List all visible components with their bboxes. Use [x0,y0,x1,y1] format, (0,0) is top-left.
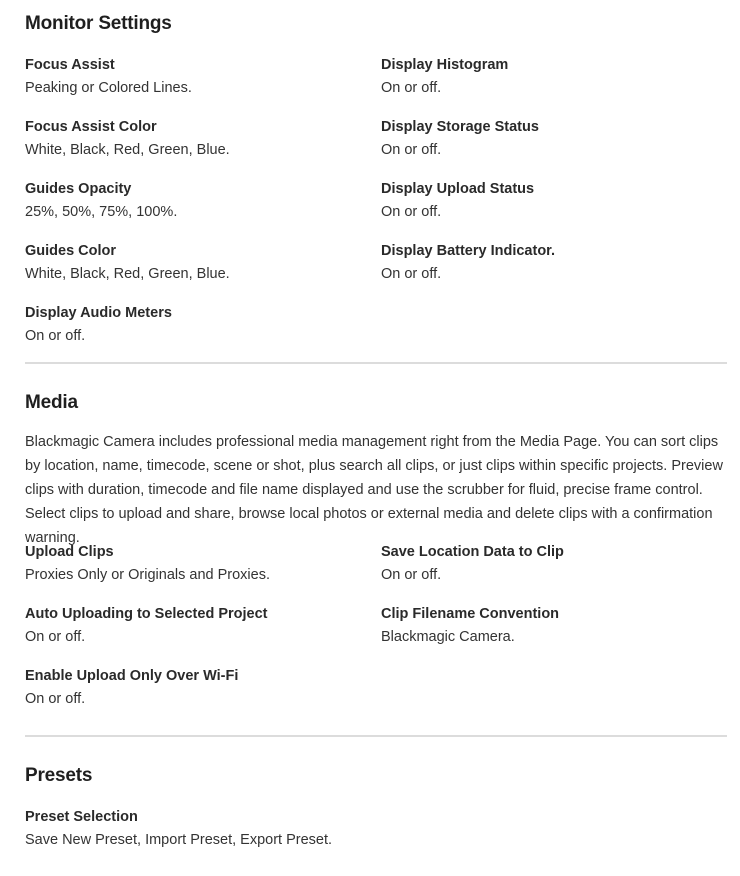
media-settings-grid [25,541,727,711]
monitor-settings-grid [25,54,727,348]
setting-label: Guides Opacity [25,181,132,197]
setting-value: On or off. [381,266,442,282]
setting-label: Guides Color [25,243,117,259]
setting-label: Save Location Data to Clip [381,544,564,560]
setting-display-battery-indicator [381,240,727,286]
setting-guides-opacity [25,178,381,224]
setting-label: Focus Assist Color [25,119,157,135]
setting-value: On or off. [381,142,442,158]
setting-value: White, Black, Red, Green, Blue. [25,142,230,158]
setting-upload-over-wifi [25,665,381,711]
setting-guides-color [25,240,381,286]
setting-label: Upload Clips [25,544,114,560]
setting-label: Display Battery Indicator. [381,243,556,259]
setting-label: Display Upload Status [381,181,535,197]
setting-value: On or off. [25,629,86,645]
setting-label: Display Storage Status [381,119,539,135]
setting-focus-assist [25,54,381,100]
setting-display-upload-status [381,178,727,224]
monitor-settings-title: Monitor Settings [25,13,172,34]
section-divider [25,735,727,737]
setting-value: White, Black, Red, Green, Blue. [25,266,230,282]
setting-value: 25%, 50%, 75%, 100%. [25,204,178,220]
setting-value: On or off. [381,567,442,583]
setting-label: Display Histogram [381,57,509,73]
setting-preset-selection [25,806,332,852]
setting-upload-clips [25,541,381,587]
setting-auto-uploading [25,603,381,649]
section-divider [25,362,727,364]
setting-label: Clip Filename Convention [381,606,560,622]
setting-label: Focus Assist [25,57,115,73]
setting-focus-assist-color [25,116,381,162]
setting-value: Proxies Only or Originals and Proxies. [25,567,270,583]
setting-value: On or off. [381,80,442,96]
setting-clip-filename-convention [381,603,727,649]
presets-title: Presets [25,765,93,786]
setting-value: On or off. [381,204,442,220]
media-title: Media [25,392,78,413]
setting-save-location-data [381,541,727,587]
setting-label: Auto Uploading to Selected Project [25,606,268,622]
setting-display-storage-status [381,116,727,162]
media-description: Blackmagic Camera includes professional media management right from the Media Page. You can sort clips by location, name, timecode, scene or shot, plus search all clips, or just clips within specific projects. Preview clips with duration, timecode and file name displayed and use the scrubber for fluid, precise frame control. Select clips to upload and share, browse local photos or external media and delete clips with a confirmation warning. [25,434,723,546]
setting-value: Peaking or Colored Lines. [25,80,192,96]
setting-value: Blackmagic Camera. [381,629,515,645]
setting-label: Preset Selection [25,809,138,825]
setting-value: On or off. [25,328,86,344]
setting-label: Enable Upload Only Over Wi-Fi [25,668,239,684]
setting-label: Display Audio Meters [25,305,172,321]
setting-value: On or off. [25,691,86,707]
setting-display-histogram [381,54,727,100]
setting-display-audio-meters [25,302,381,348]
setting-value: Save New Preset, Import Preset, Export Preset. [25,832,333,848]
